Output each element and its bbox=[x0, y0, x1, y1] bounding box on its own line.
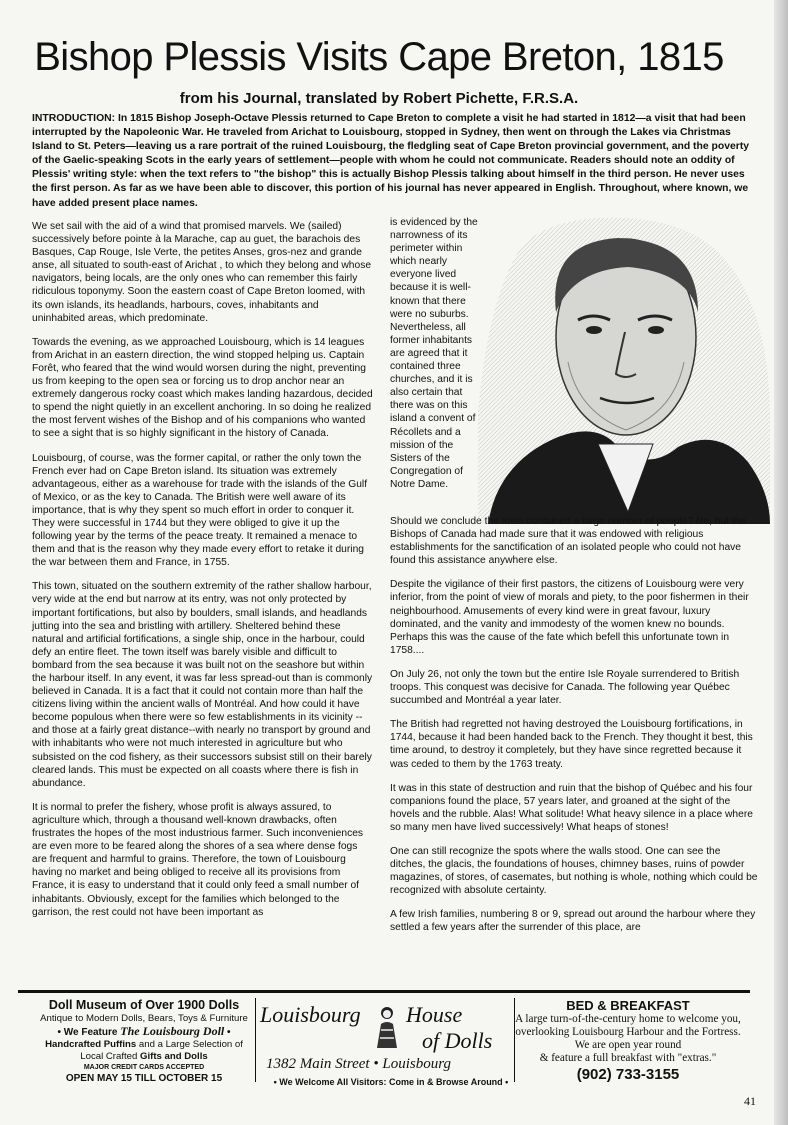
ad-text: Local Crafted bbox=[80, 1051, 141, 1062]
paragraph: On July 26, not only the town but the entire Isle Royale surrendered to British troops. This conquest was decisive for Canada. The following year Québec succumbed and Montréal a year later. bbox=[390, 668, 740, 707]
ad-feature-line bbox=[22, 1025, 266, 1039]
paragraph: Should we conclude the town contained a large number of people? No, but the Bishops of Canada had made sure that it was endowed with religious establishments for the sanctification of an isolated people who could not have found this assistance anywhere else. bbox=[390, 516, 747, 567]
ad-open-dates: OPEN MAY 15 TILL OCTOBER 15 bbox=[65, 1073, 223, 1084]
ad-text: Handcrafted Puffins bbox=[45, 1039, 137, 1050]
ad-credit-line: MAJOR CREDIT CARDS ACCEPTED bbox=[83, 1064, 205, 1071]
article-subtitle: from his Journal, translated by Robert Pichette, F.R.S.A. bbox=[179, 90, 579, 107]
ad-line: A large turn-of-the-century home to welcome you, bbox=[515, 1013, 741, 1025]
ad-line: We are open year round bbox=[574, 1039, 682, 1051]
ad-text: • bbox=[224, 1027, 231, 1038]
bishop-portrait bbox=[478, 212, 770, 524]
ad-line: Antique to Modern Dolls, Bears, Toys & Furniture bbox=[40, 1013, 248, 1024]
ad-address: 1382 Main Street • Louisbourg bbox=[266, 1056, 451, 1072]
ad-line: overlooking Louisbourg Harbour and the Fortress. bbox=[515, 1026, 741, 1038]
ad-heading: BED & BREAKFAST bbox=[566, 998, 690, 1013]
paragraph: Despite the vigilance of their first pastors, the citizens of Louisbourg were very inferior, from the point of view of morals and piety, to the poor fishermen in their neighbourhood. Amusements of every kind were in great favour, luxury dominated, and the vanity and immodesty of the women knew no bounds. Perhaps this was the cause of the fate which befell this unfortunate town in 1758.... bbox=[390, 579, 749, 656]
paragraph: One can still recognize the spots where the walls stood. One can see the ditches, the glacis, the foundations of houses, chimney bases, ruins of powder magazines, of stores, of casemates, but nothing is whole, nothing which could be recognized with absolute certainty. bbox=[390, 845, 758, 897]
house-of-dolls-ad bbox=[255, 998, 515, 1087]
bed-and-breakfast-ad bbox=[506, 998, 750, 1085]
paragraph: A few Irish families, numbering 8 or 9, spread out around the harbour where they settled a few years after the surrender of this place, are bbox=[390, 909, 756, 934]
ad-name: of Dolls bbox=[422, 1028, 493, 1053]
paragraph: The British had regretted not having destroyed the Louisbourg fortifications, in 1744, because it had been handed back to the French. They thought it best, this time around, to destroy it completely, but they have since regretted because it was ceded to them by the 1763 treaty. bbox=[390, 719, 753, 770]
ad-feature-name: The Louisbourg Doll bbox=[120, 1024, 225, 1038]
ad-text: • We Feature bbox=[57, 1027, 121, 1038]
article-introduction: INTRODUCTION: In 1815 Bishop Joseph-Octave Plessis returned to Cape Breton to complete a visit he had started in 1812—a visit that had been interrupted by the Napoleonic War. He traveled from Arichat to Louisbourg, stopped in Sydney, then went on through the Lakes via Christmas Island to St. Peters—leaving us a rare portrait of the ruined Louisbourg, the fledgling seat of Cape Breton provincial government, and the poverty of the Gaelic-speaking Scots in the early years of settlement—people with whom he could not communicate. Readers should note an oddity of Plessis' writing style: when the text refers to "the bishop" this is actually Bishop Plessis talking about himself in the third person. He never uses the first person. As far as we have been able to discover, this portion of his journal has never appeared in English. Throughout, where known, we have added present place names. bbox=[32, 113, 750, 209]
doll-museum-ad bbox=[22, 998, 266, 1085]
ad-text: Gifts and Dolls bbox=[140, 1051, 208, 1062]
article-right-column bbox=[390, 515, 758, 946]
ad-phone: (902) 733-3155 bbox=[576, 1066, 680, 1083]
paragraph: It was in this state of destruction and ruin that the bishop of Québec and his four companions found the place, 57 years later, and groaned at the sight of the hovels and the rubble. Alas! What solitude! What heavy silence in a place where so many men have lived successively! What heaps of stones! bbox=[390, 782, 753, 833]
paragraph: Louisbourg, of course, was the former capital, or rather the only town the French ever had on Cape Breton island. Its situation was extremely advantageous, either as a warehouse for trade with the islands of the Gulf of Mexico, or as the key to Canada. The British were well aware of its importance, that is why they spent so much effort in order to conquer it. They were successful in 1744 but they were obliged to give it up the following year by the terms of the peace treaty. It remained a menace to them and that is the reason why they made every effort to retake it during the war between them and France, in 1755. bbox=[32, 452, 368, 569]
ad-line bbox=[22, 1039, 266, 1051]
scan-page-edge bbox=[774, 0, 788, 1125]
divider bbox=[18, 990, 750, 993]
ad-line bbox=[22, 1051, 266, 1063]
ad-name: Louisbourg bbox=[260, 1002, 361, 1027]
paragraph: This town, situated on the southern extremity of the rather shallow harbour, very wide at the end but narrow at its entry, was not only protected by important fortifications, but also by boulders, small islands, and headlands jutting into the sea and bristling with artillery. Sheltered behind these natural and artificial fortifications, a single ship, once in the harbour, could defy an entire fleet. The town itself was barely visible and difficult to bombard from the sea because it was built not on the seashore but within the harbour itself. In any event, it was far less spread-out than is commonly believed in Canada. It is a fact that it could not contain more than half the citizens living within the ancient walls of Montréal. And how could it have become populous when there were so few establishments in its vicinity --and those at a fairly great distance--with nearly no transport by ground and with inhabitants who were not much interested in agriculture but who subsisted on the cod fishery, as their successors subsist still on their barely cleared lands. This must be expected on all coasts where there is fish in abundance. bbox=[32, 581, 373, 789]
ad-name: House bbox=[406, 1002, 463, 1027]
article-left-column bbox=[32, 220, 374, 930]
article-narrow-column: is evidenced by the narrowness of its perimeter within which nearly everyone lived because it is well-known that there were no suburbs. Nevertheless, all former inhabitants are agreed that it contained three churches, and it is also certain that there was on this island a convent of Récollets and a mission of the Sisters of the Congregation of Notre Dame. bbox=[390, 217, 478, 490]
paragraph: It is normal to prefer the fishery, whose profit is always assured, to agriculture which, through a thousand well-known drawbacks, often frustrates the hopes of the most industrious farmer. Such inconveniences are even more to be feared along the shores of a sea where dense fogs are frequent and harmful to grains. Therefore, the town of Louisbourg having no market and being obliged to receive all its provisions from France, it is easy to understand that it could only feed a small number of inhabitants. Obviously, except for the families which belonged to the garrison, the rest could not have been important as bbox=[32, 801, 364, 918]
ad-text: and a Large Selection of bbox=[136, 1039, 243, 1050]
ad-heading: Doll Museum of Over 1900 Dolls bbox=[48, 998, 240, 1012]
paragraph: Towards the evening, as we approached Louisbourg, which is 14 leagues from Arichat in an eastern direction, the wind stopped helping us. Captain Forêt, who feared that the wind would worsen during the night, preventing us from keeping to the open sea or forcing us to drop anchor near an extremely dangerous rocky coast which makes landing hazardous, decided to spend the night quietly in an excellent anchoring. In so doing he realized the most fervent wishes of the Bishop and of his companions who wanted to see a sight that is so highly significant in the history of Canada. bbox=[32, 336, 373, 440]
page-number: 41 bbox=[744, 1094, 756, 1108]
ad-welcome: • We Welcome All Visitors: Come in & Browse Around • bbox=[273, 1077, 509, 1087]
paragraph: We set sail with the aid of a wind that promised marvels. We (sailed) successively before pointe à la Marache, cap au guet, the barachois des Basques, Cap Rouge, Isle Verte, the petites Anses, gros-nez and grande anse, all situated to south-east of Arichat , to which they belong and whose navigators, being locals, are the only ones who can remember this fairly ridiculous toponymy. Soon the eastern coast of Cape Breton loomed, with its own islands, its headlands, harbours, coves, inhabitants and uninhabited areas, which predominate. bbox=[32, 221, 372, 324]
doll-icon bbox=[369, 1004, 405, 1050]
article-title: Bishop Plessis Visits Cape Breton, 1815 bbox=[34, 35, 724, 79]
ad-line: & feature a full breakfast with "extras." bbox=[539, 1052, 717, 1064]
advertisement-banner bbox=[18, 990, 750, 1086]
